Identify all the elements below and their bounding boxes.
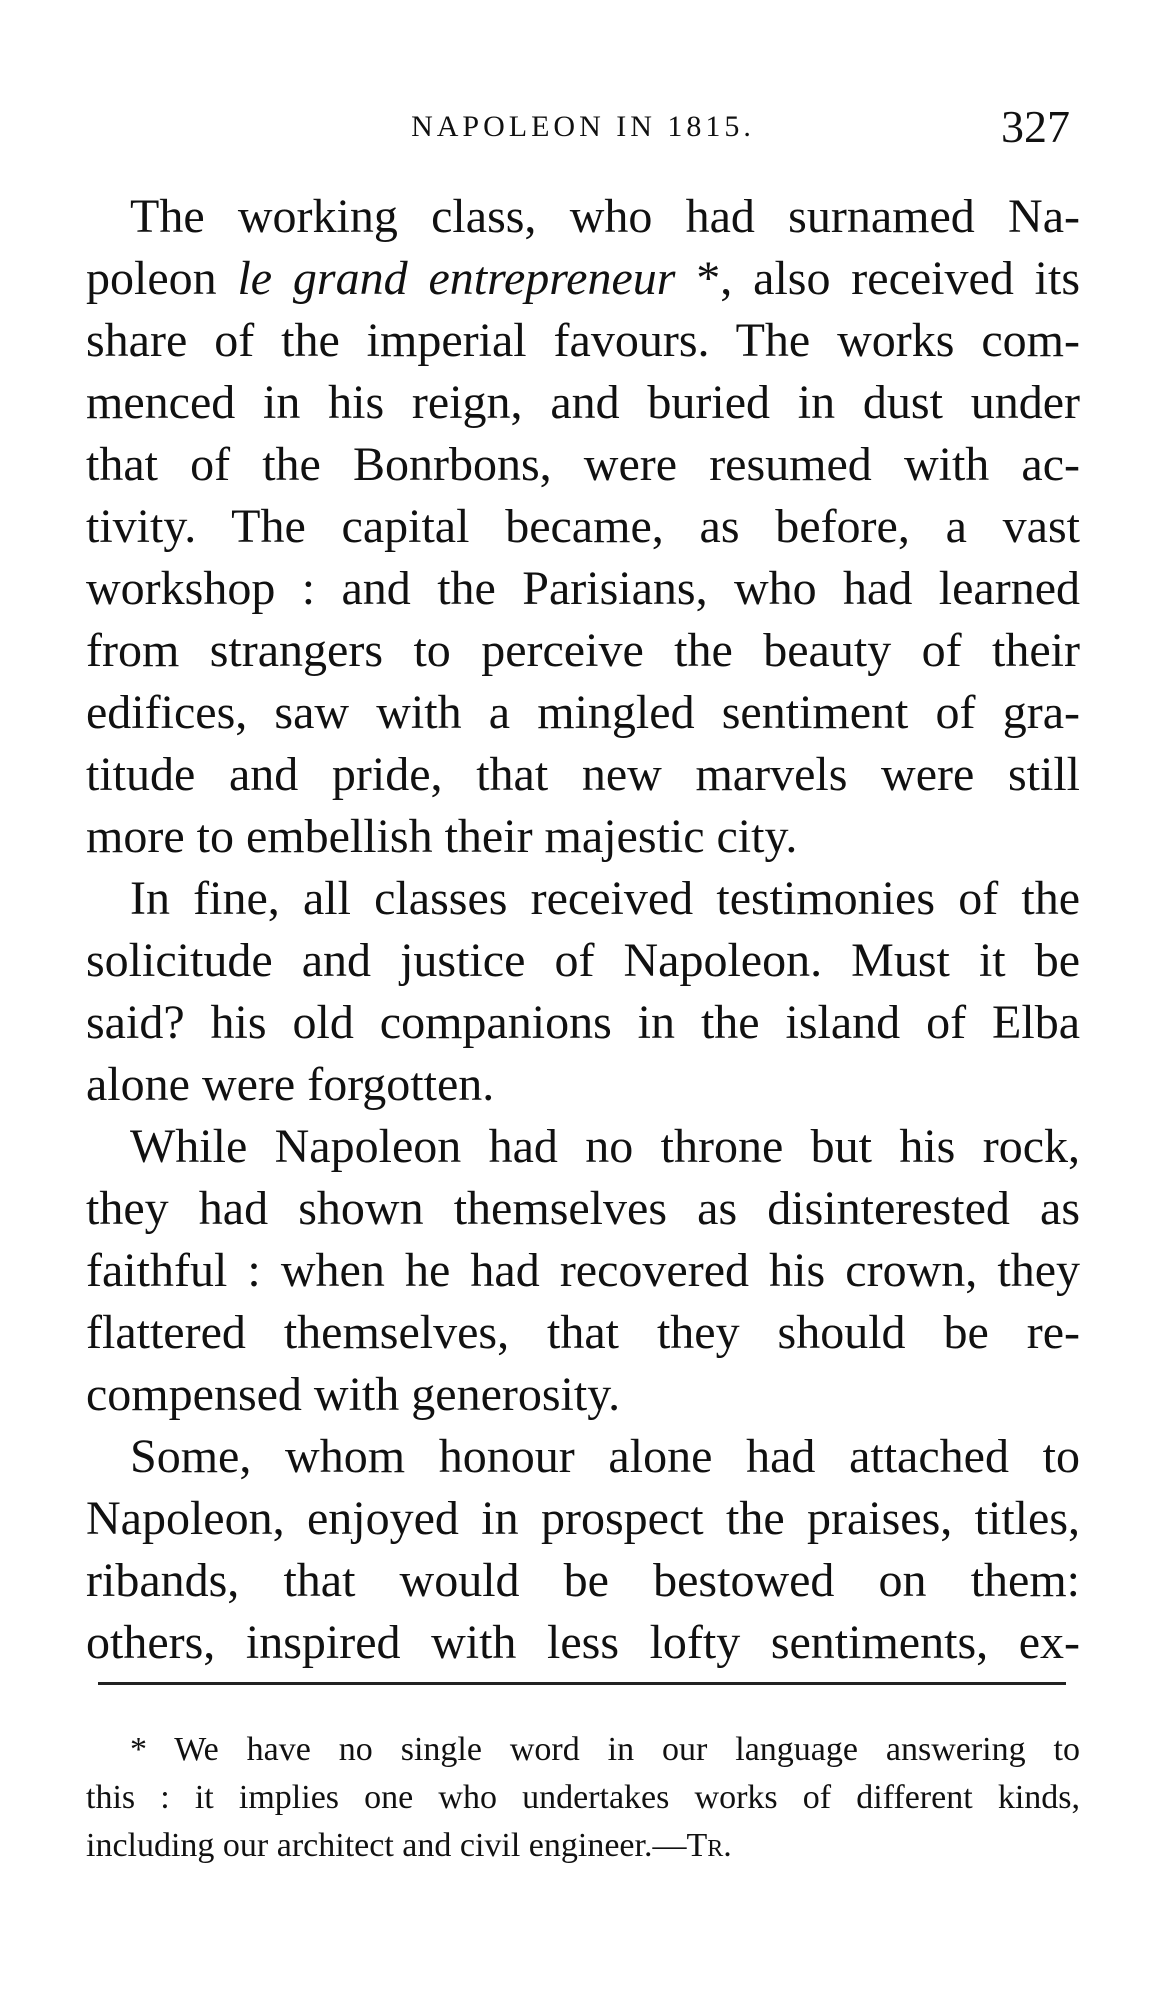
- text-line: While Napoleon had no throne but his rock,: [130, 1120, 1080, 1173]
- text-line-with-italic: [86, 248, 1080, 310]
- text-line: from strangers to perceive the beauty of their: [86, 624, 1080, 677]
- text-line: more to embellish their majestic city.: [86, 810, 798, 863]
- text-line: compensed with generosity.: [86, 1368, 621, 1421]
- text-line: share of the imperial favours. The works com-: [86, 314, 1080, 367]
- text-line: ribands, that would be bestowed on them:: [86, 1554, 1080, 1607]
- text-line: that of the Bonrbons, were resumed with ac-: [86, 438, 1080, 491]
- paragraph-2: [86, 868, 1080, 1116]
- text-fragment: *, also received its: [675, 252, 1080, 305]
- text-line: alone were forgotten.: [86, 1058, 495, 1111]
- page-header: [86, 100, 1080, 160]
- page-number: 327: [1001, 101, 1070, 152]
- text-line: flattered themselves, that they should be re-: [86, 1306, 1080, 1359]
- text-line: solicitude and justice of Napoleon. Must it be: [86, 934, 1080, 987]
- paragraph-3: [86, 1116, 1080, 1426]
- text-line: edifices, saw with a mingled sentiment of gra-: [86, 686, 1080, 739]
- footnote-line: [86, 1822, 1080, 1870]
- text-line: tivity. The capital became, as before, a vast: [86, 500, 1080, 553]
- text-line: workshop : and the Parisians, who had learned: [86, 562, 1080, 615]
- text-line: others, inspired with less lofty sentiments, ex-: [86, 1616, 1080, 1669]
- footnote-fragment: including our architect and civil engineer.—: [86, 1827, 687, 1864]
- text-fragment: poleon: [86, 252, 238, 305]
- translator-mark: Tr.: [686, 1827, 732, 1864]
- text-line: they had shown themselves as disinterested as: [86, 1182, 1080, 1235]
- italic-phrase: le grand entrepreneur: [237, 252, 676, 305]
- text-line: Some, whom honour alone had attached to: [130, 1430, 1080, 1483]
- text-line: menced in his reign, and buried in dust under: [86, 376, 1080, 429]
- footnote: [86, 1726, 1080, 1870]
- footnote-line: * We have no single word in our language answering to: [130, 1731, 1080, 1768]
- paragraph-4: [86, 1426, 1080, 1674]
- text-line: said? his old companions in the island of Elba: [86, 996, 1080, 1049]
- body-text: [86, 186, 1080, 1674]
- running-title: NAPOLEON IN 1815.: [411, 110, 755, 143]
- text-line: titude and pride, that new marvels were still: [86, 748, 1080, 801]
- text-line: In fine, all classes received testimonies of the: [130, 872, 1080, 925]
- footnote-line: this : it implies one who undertakes works of different kinds,: [86, 1779, 1080, 1816]
- footnote-divider: [98, 1682, 1066, 1685]
- paragraph-1: [86, 186, 1080, 868]
- text-line: Napoleon, enjoyed in prospect the praises, titles,: [86, 1492, 1080, 1545]
- text-line: faithful : when he had recovered his crown, they: [86, 1244, 1080, 1297]
- text-line: The working class, who had surnamed Na-: [130, 190, 1080, 243]
